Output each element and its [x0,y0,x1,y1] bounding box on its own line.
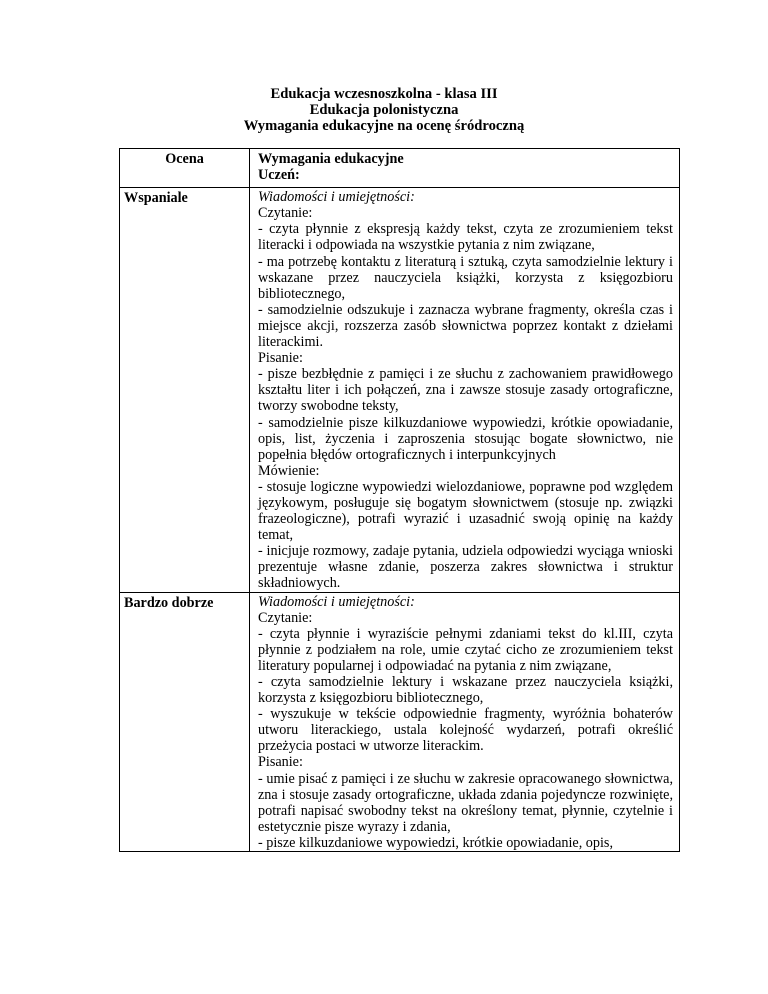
column-header-wymagania-label: Wymagania edukacyjne [258,151,404,167]
column-header-ocena-label: Ocena [165,151,204,167]
subsection-czytanie: Czytanie: [258,205,313,222]
table-row-wspaniale [120,188,680,592]
header-line-subject: Edukacja polonistyczna [309,102,459,118]
header-line-title: Wymagania edukacyjne na ocenę śródroczną [243,118,525,134]
requirement-item: - czyta płynnie i wyraziście pełnymi zdaniami tekst do kl.III, czyta płynnie z podziałem na role, umie czytać cicho ze zrozumieniem tekst literatury popularnej i odpowiadać na pytania z nim związane, [258,625,673,674]
table-row-bardzo-dobrze [120,592,680,852]
column-header-ocena [120,149,250,188]
section-heading: Wiadomości i umiejętności: [258,593,415,610]
requirement-item: - czyta płynnie z ekspresją każdy tekst, czyta ze zrozumieniem tekst literacki i odpowiada na wszystkie pytania z nim związane, [258,221,673,254]
grade-label: Bardzo dobrze [124,594,214,611]
grade-cell [120,592,250,852]
grade-cell [120,188,250,592]
requirements-cell [250,592,680,852]
requirement-item: - inicjuje rozmowy, zadaje pytania, udziela odpowiedzi wyciąga wnioski prezentuje własne zdanie, poszerza zakres słownictwa i struktur składniowych. [258,543,673,592]
requirements-table [119,148,680,852]
requirement-item: - umie pisać z pamięci i ze słuchu w zakresie opracowanego słownictwa, zna i stosuje zasady ortograficzne, układa zdania pojedyncze rozwinięte, potrafi napisać swobodny tekst na określony temat, płynnie, czytelnie i estetycznie pisze wyrazy i zdania, [258,770,673,835]
header-line-class: Edukacja wczesnoszkolna - klasa III [270,86,498,102]
requirement-item: - pisze kilkuzdaniowe wypowiedzi, krótkie opowiadanie, opis, [258,834,613,851]
requirement-item: - samodzielnie pisze kilkuzdaniowe wypowiedzi, krótkie opowiadanie, opis, list, życzenia i zaproszenia stosując bogate słownictwo, nie popełnia błędów ortograficznych i interpunkcyjnych [258,414,673,463]
requirement-item: - ma potrzebę kontaktu z literaturą i sztuką, czyta samodzielnie lektury i wskazane przez nauczyciela książki, korzysta z księgozbioru bibliotecznego, [258,253,673,302]
column-header-wymagania [250,149,680,188]
table-header-row [120,149,680,188]
requirement-item: - wyszukuje w tekście odpowiednie fragmenty, wyróżnia bohaterów utworu literackiego, ustala kolejność wydarzeń, potrafi określić przeżycia postaci w utworze literackim. [258,706,673,755]
grade-label: Wspaniale [124,190,188,207]
subsection-pisanie: Pisanie: [258,754,303,771]
subsection-czytanie: Czytanie: [258,609,313,626]
section-heading: Wiadomości i umiejętności: [258,189,415,206]
document-header [0,86,768,134]
requirement-item: - samodzielnie odszukuje i zaznacza wybrane fragmenty, określa czas i miejsce akcji, rozszerza zasób słownictwa poprzez kontakt z dziełami literackimi. [258,301,673,351]
column-header-uczen-label: Uczeń: [258,167,300,184]
requirement-item: - czyta samodzielnie lektury i wskazane przez nauczyciela książki, korzysta z księgozbioru bibliotecznego, [258,674,673,707]
subsection-pisanie: Pisanie: [258,350,303,367]
subsection-mowienie: Mówienie: [258,462,320,479]
requirement-item: - stosuje logiczne wypowiedzi wielozdaniowe, poprawne pod względem językowym, posługuje się bogatym słownictwem (stosuje np. związki frazeologiczne), potrafi wyrazić i uzasadnić swoją opinię na każdy temat, [258,478,673,544]
requirement-item: - pisze bezbłędnie z pamięci i ze słuchu z zachowaniem prawidłowego kształtu liter i ich połączeń, zna i zawsze stosuje zasady ortograficzne, tworzy swobodne teksty, [258,366,673,415]
requirements-cell [250,188,680,592]
